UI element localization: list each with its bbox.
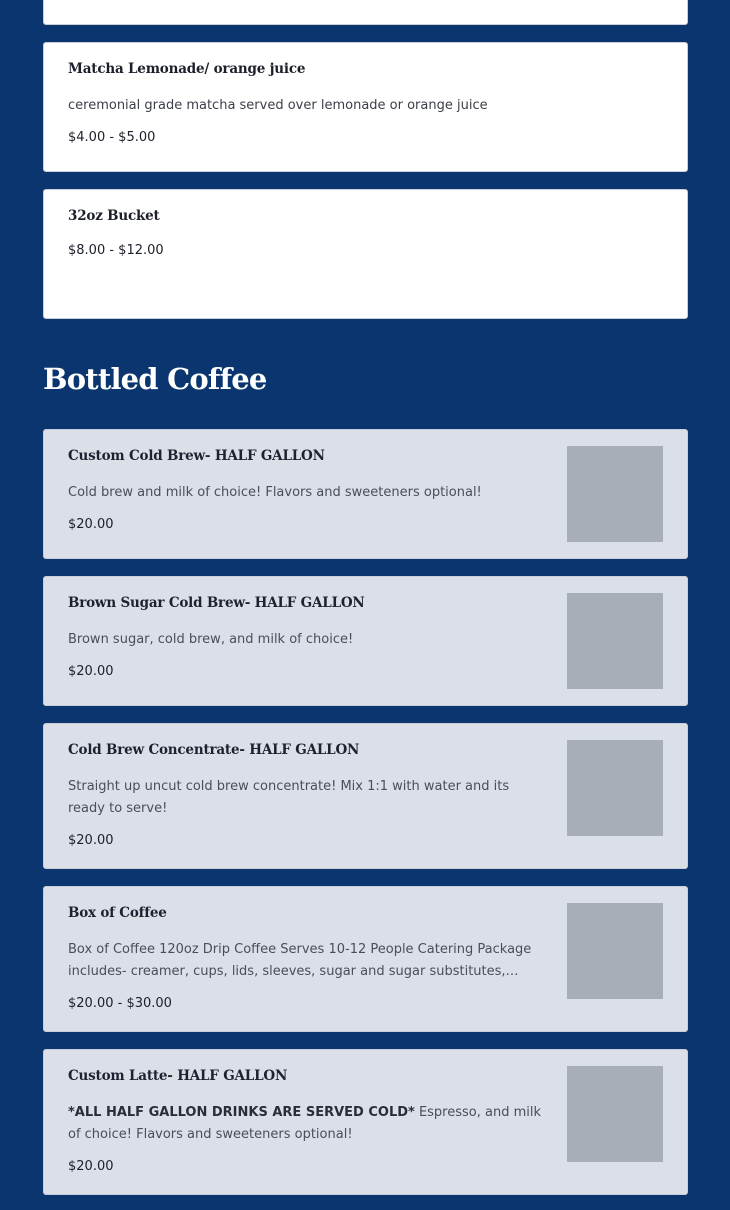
item-price: $4.00 - $5.00	[68, 130, 156, 145]
item-name: Cold Brew Concentrate- HALF GALLON	[68, 742, 360, 758]
item-image-placeholder	[567, 903, 663, 999]
item-description: ceremonial grade matcha served over lemonade or orange juice	[68, 98, 488, 113]
menu-item-card[interactable]	[43, 189, 688, 319]
item-price: $20.00	[68, 833, 114, 848]
item-image-placeholder	[567, 593, 663, 689]
item-price: $20.00	[68, 664, 114, 679]
item-description: Brown sugar, cold brew, and milk of choice!	[68, 632, 354, 647]
menu-list	[43, 0, 688, 1210]
item-description-text: Espresso, and milk of choice! Flavors and sweeteners optional!	[68, 1105, 542, 1142]
item-description: Box of Coffee 120oz Drip Coffee Serves 10-12 People Catering Package includes- creamer, cups, lids, sleeves, sugar and sugar substitutes,	[68, 942, 532, 979]
item-description: Straight up uncut cold brew concentrate! Mix 1:1 with water and its ready to serve!	[68, 779, 510, 816]
menu-item-card[interactable]	[43, 1049, 688, 1195]
menu-item-card-partial[interactable]	[43, 0, 688, 25]
item-price: $20.00	[68, 517, 114, 532]
menu-item-card[interactable]	[43, 886, 688, 1032]
item-description	[68, 1102, 547, 1146]
item-price: $20.00	[68, 1159, 114, 1174]
menu-item-card[interactable]	[43, 723, 688, 869]
item-price: $20.00 - $30.00	[68, 996, 172, 1011]
menu-item-card[interactable]	[43, 576, 688, 706]
item-description: Cold brew and milk of choice! Flavors and sweeteners optional!	[68, 485, 482, 500]
section-title: Bottled Coffee	[43, 362, 267, 396]
item-description-notice: *ALL HALF GALLON DRINKS ARE SERVED COLD*	[68, 1105, 415, 1120]
item-name: Custom Latte- HALF GALLON	[68, 1068, 288, 1084]
item-image-placeholder	[567, 446, 663, 542]
item-image-placeholder	[567, 1066, 663, 1162]
item-name: Box of Coffee	[68, 905, 167, 921]
menu-item-card[interactable]	[43, 429, 688, 559]
menu-item-card[interactable]	[43, 42, 688, 172]
item-name: Brown Sugar Cold Brew- HALF GALLON	[68, 595, 365, 611]
item-name: Custom Cold Brew- HALF GALLON	[68, 448, 325, 464]
item-name: Matcha Lemonade/ orange juice	[68, 61, 306, 77]
item-price: $8.00 - $12.00	[68, 243, 164, 258]
item-image-placeholder	[567, 740, 663, 836]
item-name: 32oz Bucket	[68, 208, 160, 224]
